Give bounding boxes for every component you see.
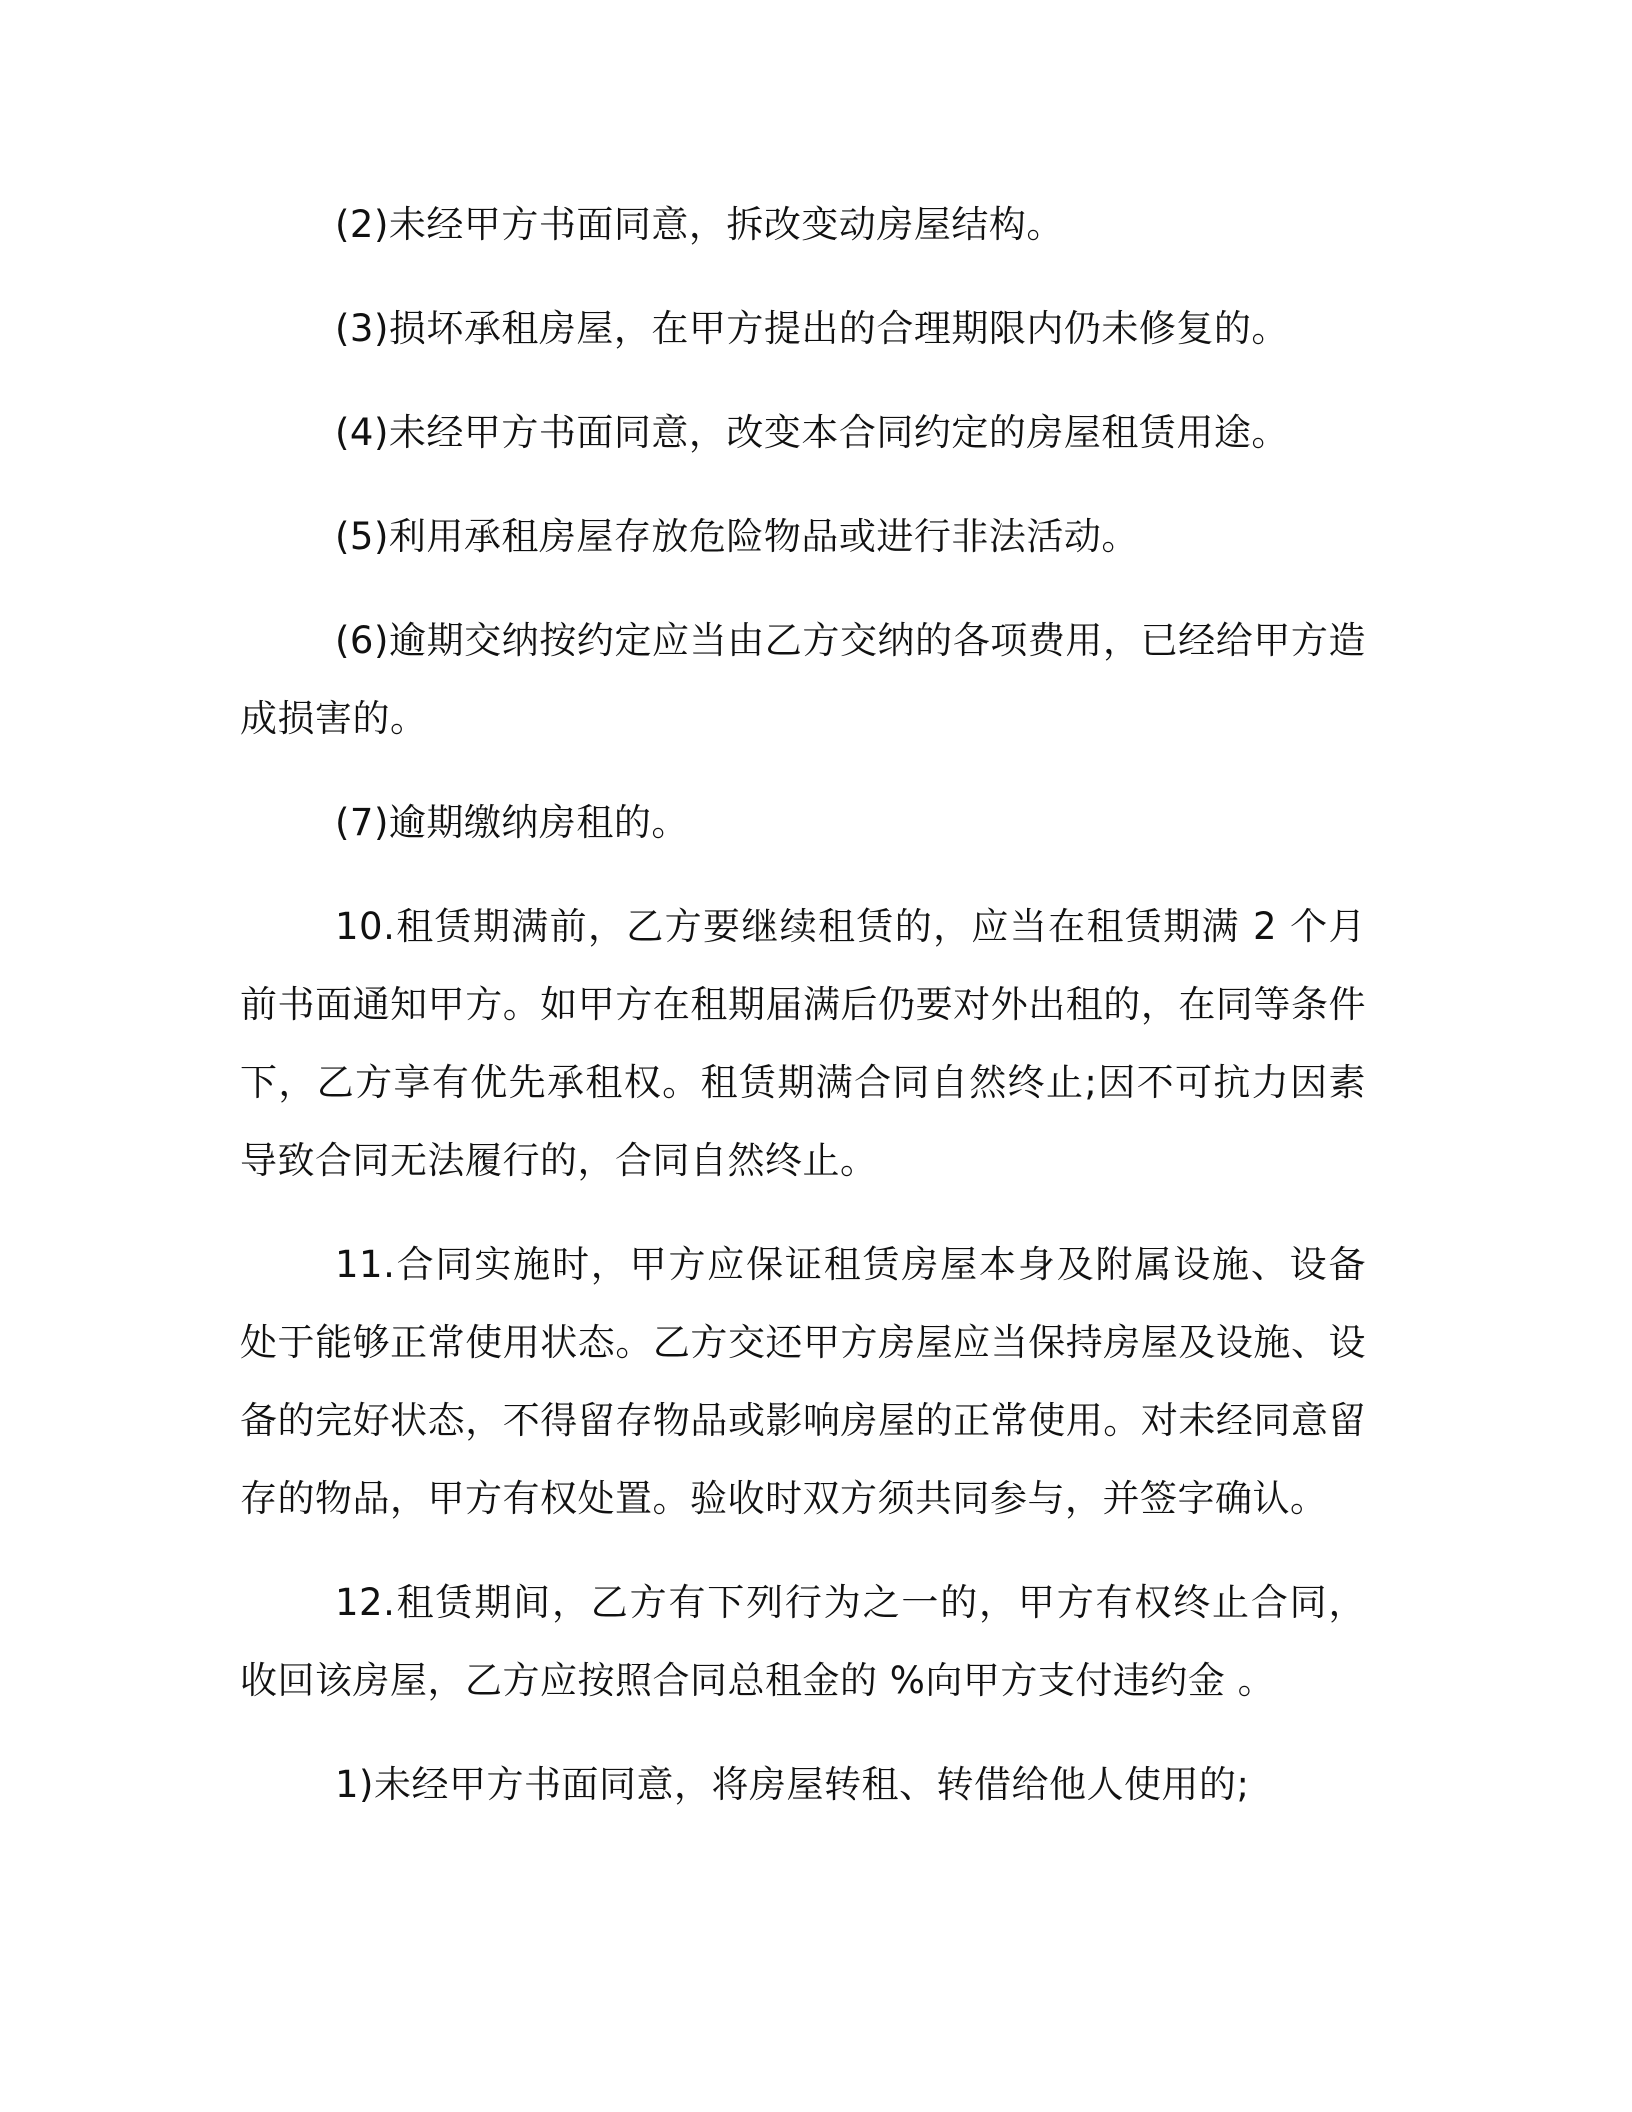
clause-paragraph-4: (4)未经甲方书面同意，改变本合同约定的房屋租赁用途。 [335, 411, 1289, 454]
clause-paragraph-12: 12.租赁期间，乙方有下列行为之一的，甲方有权终止合同，收回该房屋，乙方应按照合同总租金的 %向甲方支付违约金 。 [240, 1581, 1366, 1702]
clause-paragraph-3: (3)损坏承租房屋，在甲方提出的合理期限内仍未修复的。 [335, 307, 1289, 350]
document-body [240, 186, 1366, 1824]
clause-paragraph-2: (2)未经甲方书面同意，拆改变动房屋结构。 [335, 203, 1064, 246]
clause-paragraph-7: (7)逾期缴纳房租的。 [335, 801, 689, 844]
clause-paragraph-11: 11.合同实施时，甲方应保证租赁房屋本身及附属设施、设备处于能够正常使用状态。乙方交还甲方房屋应当保持房屋及设施、设备的完好状态，不得留存物品或影响房屋的正常使用。对未经同意留存的物品，甲方有权处置。验收时双方须共同参与，并签字确认。 [240, 1243, 1366, 1520]
clause-paragraph-10: 10.租赁期满前，乙方要继续租赁的，应当在租赁期满 2 个月前书面通知甲方。如甲方在租期届满后仍要对外出租的，在同等条件下，乙方享有优先承租权。租赁期满合同自然终止;因不可抗力因素导致合同无法履行的，合同自然终止。 [240, 905, 1366, 1182]
clause-paragraph-6: (6)逾期交纳按约定应当由乙方交纳的各项费用，已经给甲方造成损害的。 [240, 619, 1366, 740]
clause-paragraph-5: (5)利用承租房屋存放危险物品或进行非法活动。 [335, 515, 1139, 558]
clause-subitem-1: 1)未经甲方书面同意，将房屋转租、转借给他人使用的; [335, 1763, 1250, 1806]
